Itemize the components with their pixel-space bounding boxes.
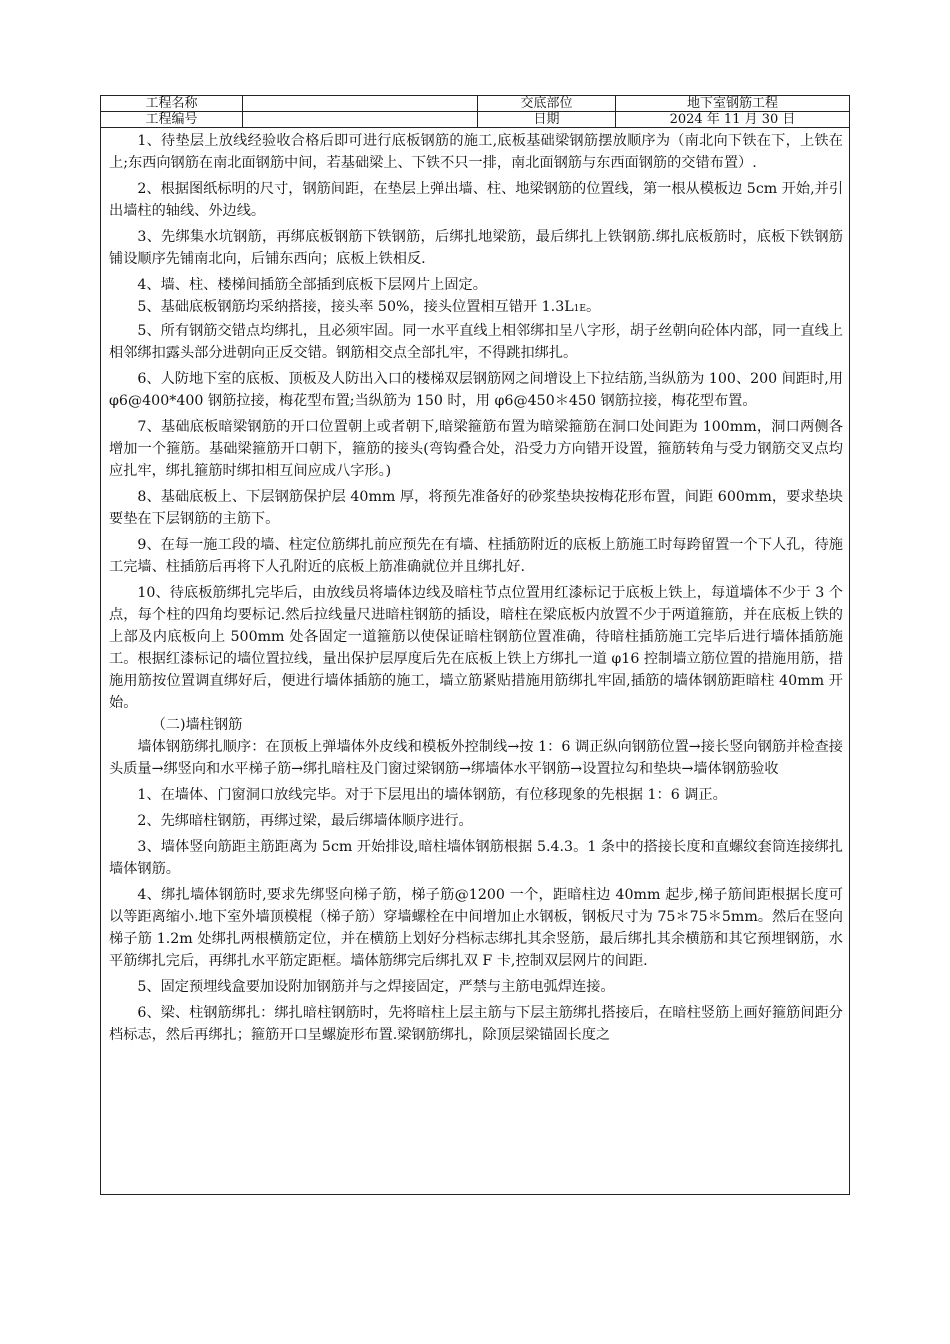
paragraph-5a-text: 5、基础底板钢筋均采纳搭接，接头率 50%，接头位置相互错开 1.3L <box>137 299 574 315</box>
wall-item-6: 6、梁、柱钢筋绑扎：绑扎暗柱钢筋时，先将暗柱上层主筋与下层主筋绑扎搭接后，在暗柱竖筋上画好箍筋间距分档标志，然后再绑扎；箍筋开口呈螺旋形布置.梁钢筋绑扎，除顶层梁锚固长度之 <box>109 1005 843 1043</box>
paragraph-8: 8、基础底板上、下层钢筋保护层 40mm 厚，将预先准备好的砂浆垫块按梅花形布置，间距 600mm，要求垫块要垫在下层钢筋的主筋下。 <box>109 489 843 527</box>
handover-part-label: 交底部位 <box>478 96 616 111</box>
paragraph-4: 4、墙、柱、楼梯间插筋全部插到底板下层网片上固定。 <box>137 277 487 293</box>
handover-form <box>100 95 850 1195</box>
date-value: 2024 年 11 月 30 日 <box>669 112 796 127</box>
paragraph-5a-end: 。 <box>585 299 601 315</box>
project-no-value <box>243 112 478 127</box>
header-row-1 <box>101 96 849 112</box>
wall-sequence: 墙体钢筋绑扎顺序：在顶板上弹墙体外皮线和模板外控制线→按 1：6 调正纵向钢筋位置→接长竖向钢筋并检查接头质量→绑竖向和水平梯子筋→绑扎暗柱及门窗过梁钢筋→绑墙体水平钢筋→设置拉勾和垫块→墙体钢筋验收 <box>109 739 843 777</box>
paragraph-3: 3、先绑集水坑钢筋，再绑底板钢筋下铁钢筋，后绑扎地梁筋，最后绑扎上铁钢筋.绑扎底板筋时，底板下铁钢筋铺设顺序先铺南北向，后铺东西向；底板上铁相反. <box>109 229 843 267</box>
paragraph-9: 9、在每一施工段的墙、柱定位筋绑扎前应预先在有墙、柱插筋附近的底板上筋施工时每跨留置一个下人孔，待施工完墙、柱插筋后再将下人孔附近的底板上筋准确就位并且绑扎好. <box>109 537 843 575</box>
project-name-label: 工程名称 <box>101 96 243 111</box>
header-row-2 <box>101 112 849 128</box>
project-name-value <box>243 96 478 111</box>
paragraph-5a <box>109 296 843 320</box>
project-no-label: 工程编号 <box>101 112 243 127</box>
paragraph-5b: 5、所有钢筋交错点均绑扎，且必须牢固。同一水平直线上相邻绑扣呈八字形，胡子丝朝向砼体内部，同一直线上相邻绑扣露头部分进朝向正反交错。钢筋相交点全部扎牢，不得跳扣绑扎。 <box>109 323 843 361</box>
date-label: 日期 <box>478 112 616 127</box>
paragraph-5a-subscript: 1E <box>573 304 586 314</box>
handover-part-value: 地下室钢筋工程 <box>686 96 778 111</box>
handover-content <box>101 128 849 1050</box>
wall-item-2: 2、先绑暗柱钢筋，再绑过梁，最后绑墙体顺序进行。 <box>137 813 473 829</box>
paragraph-7: 7、基础底板暗梁钢筋的开口位置朝上或者朝下,暗梁箍筋布置为暗梁箍筋在洞口处间距为 100mm，洞口两侧各增加一个箍筋。基础梁箍筋开口朝下，箍筋的接头(弯钩叠合处，沿受力方向错开设置，箍筋转角与受力钢筋交叉点均应扎牢，绑扎箍筋时绑扣相互间应成八字形。) <box>109 419 843 479</box>
section-heading-wall-column: （二)墙柱钢筋 <box>151 717 243 733</box>
paragraph-6: 6、人防地下室的底板、顶板及人防出入口的楼梯双层钢筋网之间增设上下拉结筋,当纵筋为 100、200 间距时,用 φ6@400*400 钢筋拉接，梅花型布置;当纵筋为 150 时，用 φ6@450＊450 钢筋拉接，梅花型布置。 <box>109 371 843 409</box>
paragraph-10: 10、待底板筋绑扎完毕后，由放线员将墙体边线及暗柱节点位置用红漆标记于底板上铁上，每道墙体不少于 3 个点，每个柱的四角均要标记.然后拉线量尺进暗柱钢筋的插设，暗柱在梁底板内放置不少于两道箍筋，并在底板上铁的上部及内底板向上 500mm 处各固定一道箍筋以使保证暗柱钢筋位置准确，待暗柱插筋施工完毕后进行墙体插筋施工。根据红漆标记的墙位置拉线，量出保护层厚度后先在底板上铁上方绑扎一道 φ16 控制墙立筋位置的措施用筋，措施用筋按位置调直绑好后，便进行墙体插筋的施工，墙立筋紧贴措施用筋绑扎牢固,插筋的墙体钢筋距暗柱 40mm 开始。 <box>109 585 843 711</box>
paragraph-2: 2、根据图纸标明的尺寸，钢筋间距，在垫层上弹出墙、柱、地梁钢筋的位置线，第一根从模板边 5cm 开始,并引出墙柱的轴线、外边线。 <box>109 181 844 219</box>
wall-item-1: 1、在墙体、门窗洞口放线完毕。对于下层甩出的墙体钢筋，有位移现象的先根据 1：6 调正。 <box>137 787 727 803</box>
paragraph-1: 1、待垫层上放线经验收合格后即可进行底板钢筋的施工,底板基础梁钢筋摆放顺序为（南北向下铁在下，上铁在上;东西向钢筋在南北面钢筋中间，若基础梁上、下铁不只一排，南北面钢筋与东西面钢筋的交错布置）. <box>109 133 843 171</box>
wall-item-3: 3、墙体竖向筋距主筋距离为 5cm 开始排设,暗柱墙体钢筋根据 5.4.3。1 条中的搭接长度和直螺纹套筒连接绑扎墙体钢筋。 <box>109 839 843 877</box>
wall-item-4: 4、绑扎墙体钢筋时,要求先绑竖向梯子筋，梯子筋@1200 一个，距暗柱边 40mm 起步,梯子筋间距根据长度可以等距离缩小.地下室外墙顶模棍（梯子筋）穿墙螺栓在中间增加止水钢板，钢板尺寸为 75＊75＊5mm。然后在竖向梯子筋 1.2m 处绑扎两根横筋定位，并在横筋上划好分档标志绑扎其余竖筋，最后绑扎其余横筋和其它预埋钢筋，水平筋绑扎完后，再绑扎水平筋定距框。墙体筋绑完后绑扎双 F 卡,控制双层网片的间距. <box>109 887 843 969</box>
wall-item-5: 5、固定预埋线盒要加设附加钢筋并与之焊接固定，严禁与主筋电弧焊连接。 <box>137 979 615 995</box>
